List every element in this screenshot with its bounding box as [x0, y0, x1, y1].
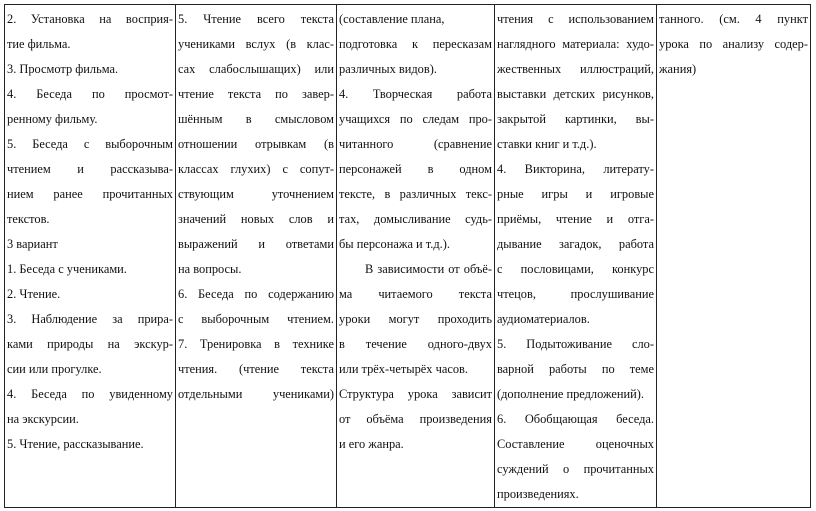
text-line: 1. Беседа с учениками.	[7, 262, 127, 276]
text-line: аудиоматериалов.	[497, 312, 590, 326]
text-line: от объёма произведения	[339, 412, 492, 426]
text-line: тие фильма.	[7, 37, 71, 51]
lesson-structure-table	[4, 4, 811, 508]
text-line: ками природы на экскур-	[7, 337, 173, 351]
text-line: 3 вариант	[7, 237, 58, 251]
text-line: танного. (см. 4 пункт	[659, 12, 808, 26]
text-line: шённым в смысловом	[178, 112, 334, 126]
text-line: с выборочным чтением.	[178, 312, 334, 326]
text-line: ма читаемого текста	[339, 287, 492, 301]
text-line: (дополнение предложений).	[497, 387, 645, 401]
text-line: различных видов).	[339, 62, 437, 76]
text-line: дывание загадок, работа	[497, 237, 654, 251]
table-cell-col-5	[657, 5, 811, 508]
text-line: персонажей в одном	[339, 162, 492, 176]
text-line: или трёх-четырёх часов.	[339, 362, 468, 376]
text-line: 4. Беседа по увиденному	[7, 387, 173, 401]
text-line: выставки детских рисунков,	[497, 87, 654, 101]
text-line: текстов.	[7, 212, 50, 226]
table-row	[5, 5, 811, 508]
text-line: и его жанра.	[339, 437, 404, 451]
text-line: закрытой картинки, вы-	[497, 112, 654, 126]
text-line: 6. Беседа по содержанию	[178, 287, 334, 301]
table-cell-col-3	[337, 5, 495, 508]
text-line: 5. Подытоживание сло-	[497, 337, 654, 351]
text-line: 6. Обобщающая беседа.	[497, 412, 654, 426]
text-line: 4. Викторина, литерату-	[497, 162, 654, 176]
text-line: ствующим уточнением	[178, 187, 334, 201]
text-line: 3. Наблюдение за прира-	[7, 312, 173, 326]
text-line: чтецов, прослушивание	[497, 287, 654, 301]
text-line: тексте, в различных текс-	[339, 187, 492, 201]
text-line: 5. Беседа с выборочным	[7, 137, 173, 151]
text-line: нием ранее прочитанных	[7, 187, 173, 201]
text-line: чтением и рассказыва-	[7, 162, 173, 176]
text-line: чтения с использованием	[497, 12, 654, 26]
text-line: жественных иллюстраций,	[497, 62, 654, 76]
text-line: отдельными учениками)	[178, 387, 334, 401]
text-line: наглядного материала: худо-	[497, 37, 654, 51]
text-line: приёмы, чтение и отга-	[497, 212, 654, 226]
text-line: 4. Творческая работа	[339, 87, 492, 101]
text-line: Структура урока зависит	[339, 387, 492, 401]
text-line: чтения. (чтение текста	[178, 362, 334, 376]
text-line: подготовка к пересказам	[339, 37, 492, 51]
text-line: отношении отрывкам (в	[178, 137, 334, 151]
text-line: значений новых слов и	[178, 212, 334, 226]
text-line: (составление плана,	[339, 12, 445, 26]
text-line: жания)	[659, 62, 697, 76]
table-cell-col-4	[495, 5, 657, 508]
text-line: уроки могут проходить	[339, 312, 492, 326]
text-line: 7. Тренировка в технике	[178, 337, 334, 351]
text-line: с пословицами, конкурс	[497, 262, 654, 276]
text-line: на экскурсии.	[7, 412, 79, 426]
text-line: 4. Беседа по просмот-	[7, 87, 173, 101]
text-line: Составление оценочных	[497, 437, 654, 451]
text-line: сах слабослышащих) или	[178, 62, 334, 76]
text-line: рные игры и игровые	[497, 187, 654, 201]
text-line: 2. Чтение.	[7, 287, 61, 301]
text-line: 5. Чтение всего текста	[178, 12, 334, 26]
text-line: читанного (сравнение	[339, 137, 492, 151]
text-line: чтение текста по завер-	[178, 87, 334, 101]
table-cell-col-2	[176, 5, 337, 508]
table-cell-col-1	[5, 5, 176, 508]
text-line: 2. Установка на восприя-	[7, 12, 173, 26]
text-line: выражений и ответами	[178, 237, 334, 251]
text-line: учениками вслух (в клас-	[178, 37, 334, 51]
text-line: ренному фильму.	[7, 112, 98, 126]
text-line: в течение одного-двух	[339, 337, 492, 351]
text-line: варной работы по теме	[497, 362, 654, 376]
text-line: 5. Чтение, рассказывание.	[7, 437, 144, 451]
text-line: В зависимости от объё-	[365, 262, 492, 276]
text-line: сии или прогулке.	[7, 362, 102, 376]
text-line: классах глухих) с сопут-	[178, 162, 334, 176]
text-line: суждений о прочитанных	[497, 462, 654, 476]
text-line: урока по анализу содер-	[659, 37, 808, 51]
text-line: бы персонажа и т.д.).	[339, 237, 450, 251]
text-line: 3. Просмотр фильма.	[7, 62, 119, 76]
text-line: учащихся по следам про-	[339, 112, 492, 126]
text-line: тах, домысливание судь-	[339, 212, 492, 226]
text-line: ставки книг и т.д.).	[497, 137, 597, 151]
text-line: произведениях.	[497, 487, 579, 501]
text-line: на вопросы.	[178, 262, 242, 276]
